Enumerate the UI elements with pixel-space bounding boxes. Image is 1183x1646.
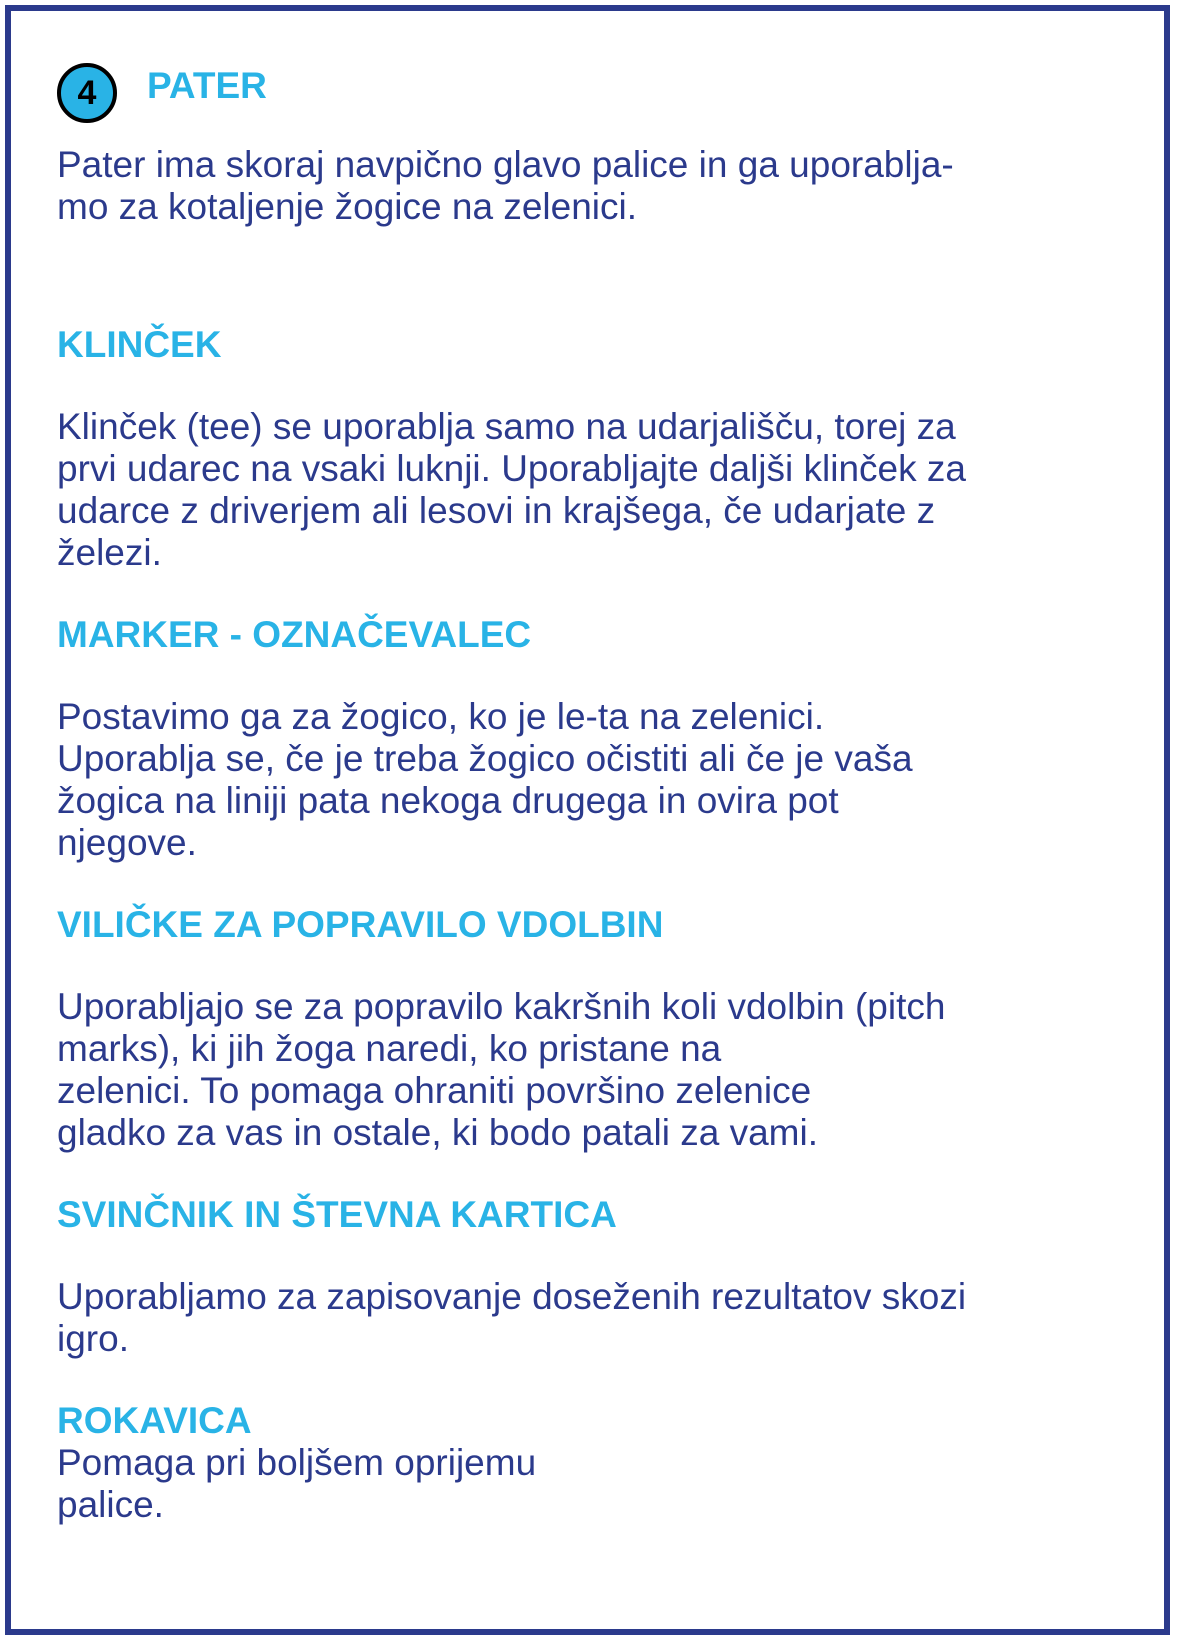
- paragraph-rokavica: Pomaga pri boljšem oprijemu palice.: [57, 1442, 537, 1525]
- heading-vilicke: VILIČKE ZA POPRAVILO VDOLBIN: [57, 904, 664, 945]
- paragraph-svincnik: Uporabljamo za zapisovanje doseženih rezultatov skozi igro.: [57, 1276, 967, 1359]
- paragraph-vilicke: Uporabljajo se za popravilo kakršnih koli vdolbin (pitch marks), ki jih žoga naredi, ko pristane na zelenici. To pomaga ohraniti površino zelenice gladko za vas in ostale, ki bodo patali za vami.: [57, 986, 946, 1153]
- heading-svincnik: SVINČNIK IN ŠTEVNA KARTICA: [57, 1194, 617, 1235]
- paragraph-klincek: Klinček (tee) se uporablja samo na udarjališču, torej za prvi udarec na vsaki luknji. Uporabljajte daljši klinček za udarce z driverjem ali lesovi in krajšega, če udarjate z železi.: [57, 406, 966, 573]
- heading-klincek: KLINČEK: [57, 324, 222, 365]
- paragraph-marker: Postavimo ga za žogico, ko je le-ta na zelenici. Uporablja se, če je treba žogico očistiti ali če je vaša žogica na liniji pata nekoga drugega in ovira pot njegove.: [57, 696, 913, 863]
- heading-rokavica: ROKAVICA: [57, 1400, 252, 1441]
- paragraph-pater: Pater ima skoraj navpično glavo palice in ga uporablja- mo za kotaljenje žogice na zelenici.: [57, 144, 954, 227]
- section-title-row: [57, 58, 1147, 128]
- heading-marker: MARKER - OZNAČEVALEC: [57, 614, 532, 655]
- heading-pater: PATER: [147, 65, 267, 106]
- document-body: [57, 58, 1147, 1526]
- section-number-badge: 4: [57, 63, 117, 123]
